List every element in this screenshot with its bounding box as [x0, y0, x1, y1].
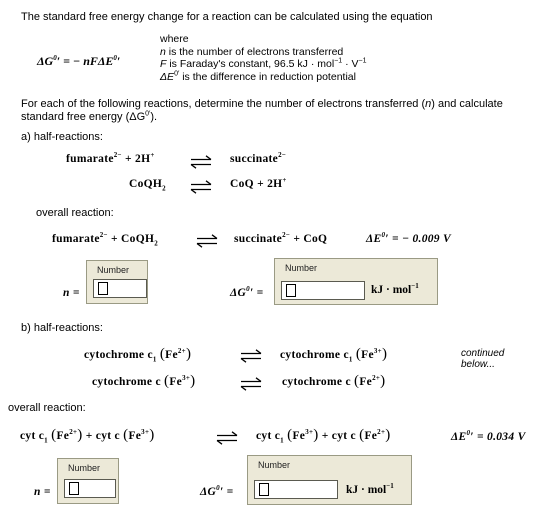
part-a-delta-e: $\Delta E^0'$ = − 0.009 V	[366, 231, 451, 245]
part-a-heading: a) half-reactions:	[21, 131, 103, 143]
part-b-half-reaction-2-right: cytochrome c $(Fe^{2+})$	[282, 373, 386, 389]
f-definition: F is Faraday's constant, 96.5 kJ · $mol^{-1} \cdot V^{-1}$	[160, 57, 367, 70]
free-energy-equation: $\Delta G^0'$ = − nFΔE$^0$′	[37, 54, 121, 68]
equilibrium-arrows-icon	[190, 180, 212, 194]
number-label: Number	[285, 263, 318, 273]
part-a-n-input[interactable]	[93, 279, 147, 298]
intro-text: The standard free energy change for a reaction can be calculated using the equation	[21, 11, 433, 23]
part-b-overall-heading: overall reaction:	[8, 402, 86, 414]
equilibrium-arrows-icon	[216, 431, 238, 445]
part-b-overall-left: cyt $c_1$ $(Fe^{2+})$ + cyt c $(Fe^{3+})$	[20, 427, 155, 445]
part-a-delta-g-label: $\Delta G^0'$ =	[230, 285, 264, 299]
part-b-n-input[interactable]	[64, 479, 116, 498]
part-a-half-reaction-1-left: fumarate$^{2-}$ + 2H+	[66, 151, 155, 165]
part-b-n-label: n =	[34, 486, 51, 498]
part-a-half-reaction-2-left: CoQH$_2$	[129, 178, 166, 193]
equilibrium-arrows-icon	[190, 155, 212, 169]
part-a-delta-g-answer-box	[274, 258, 438, 305]
part-b-delta-g-answer-box	[247, 455, 412, 505]
part-b-half-reaction-2-left: cytochrome c $(Fe^{3+})$	[92, 373, 196, 389]
part-a-delta-g-unit: kJ · mol$^{-1}$	[371, 282, 419, 296]
number-label: Number	[258, 460, 291, 470]
continued-note: continued below...	[461, 348, 505, 370]
part-a-half-reaction-2-right: CoQ + 2H+	[230, 176, 287, 190]
part-b-delta-g-input[interactable]	[254, 480, 338, 499]
part-a-overall-left: fumarate$^{2-}$ + CoQH$_2$	[52, 231, 159, 248]
text-cursor-icon	[286, 284, 296, 297]
text-cursor-icon	[69, 482, 79, 495]
part-a-delta-g-input[interactable]	[281, 281, 365, 300]
part-a-n-label: n =	[63, 287, 80, 299]
where-label: where	[160, 33, 189, 45]
number-label: Number	[68, 463, 101, 473]
variable-definitions	[160, 33, 366, 83]
equilibrium-arrows-icon	[240, 377, 262, 391]
part-a-n-answer-box	[86, 260, 148, 304]
task-instructions: For each of the following reactions, determine the number of electrons transferred (n) and calculate standard free energy $(\Delta G^{0'})$.	[21, 98, 503, 123]
part-a-half-reaction-1-right: succinate$^{2-}$	[230, 151, 287, 165]
part-b-delta-e: $\Delta E^0' = 0.034$ V	[451, 429, 526, 443]
n-definition: n is the number of electrons transferred	[160, 45, 344, 58]
part-b-overall-right: cyt $c_1$ $(Fe^{3+})$ + cyt c $(Fe^{2+})$	[256, 427, 391, 445]
part-a-overall-right: succinate$^{2-}$ + CoQ	[234, 231, 328, 245]
part-b-half-reaction-1-left: cytochrome $c_1$ $(Fe^{2+})$	[84, 346, 192, 364]
part-b-n-answer-box	[57, 458, 119, 504]
text-cursor-icon	[98, 282, 108, 295]
part-b-delta-g-unit: kJ · mol$^{-1}$	[346, 482, 394, 496]
equilibrium-arrows-icon	[240, 349, 262, 363]
equilibrium-arrows-icon	[196, 234, 218, 248]
part-b-delta-g-label: $\Delta G^0'$ =	[200, 484, 234, 498]
e-definition: $\Delta E^{0'}$ is the difference in reduction potential	[160, 70, 356, 83]
text-cursor-icon	[259, 483, 269, 496]
part-a-overall-heading: overall reaction:	[36, 207, 114, 219]
part-b-half-reaction-1-right: cytochrome $c_1$ $(Fe^{3+})$	[280, 346, 388, 364]
number-label: Number	[97, 265, 130, 275]
part-b-heading: b) half-reactions:	[21, 322, 103, 334]
